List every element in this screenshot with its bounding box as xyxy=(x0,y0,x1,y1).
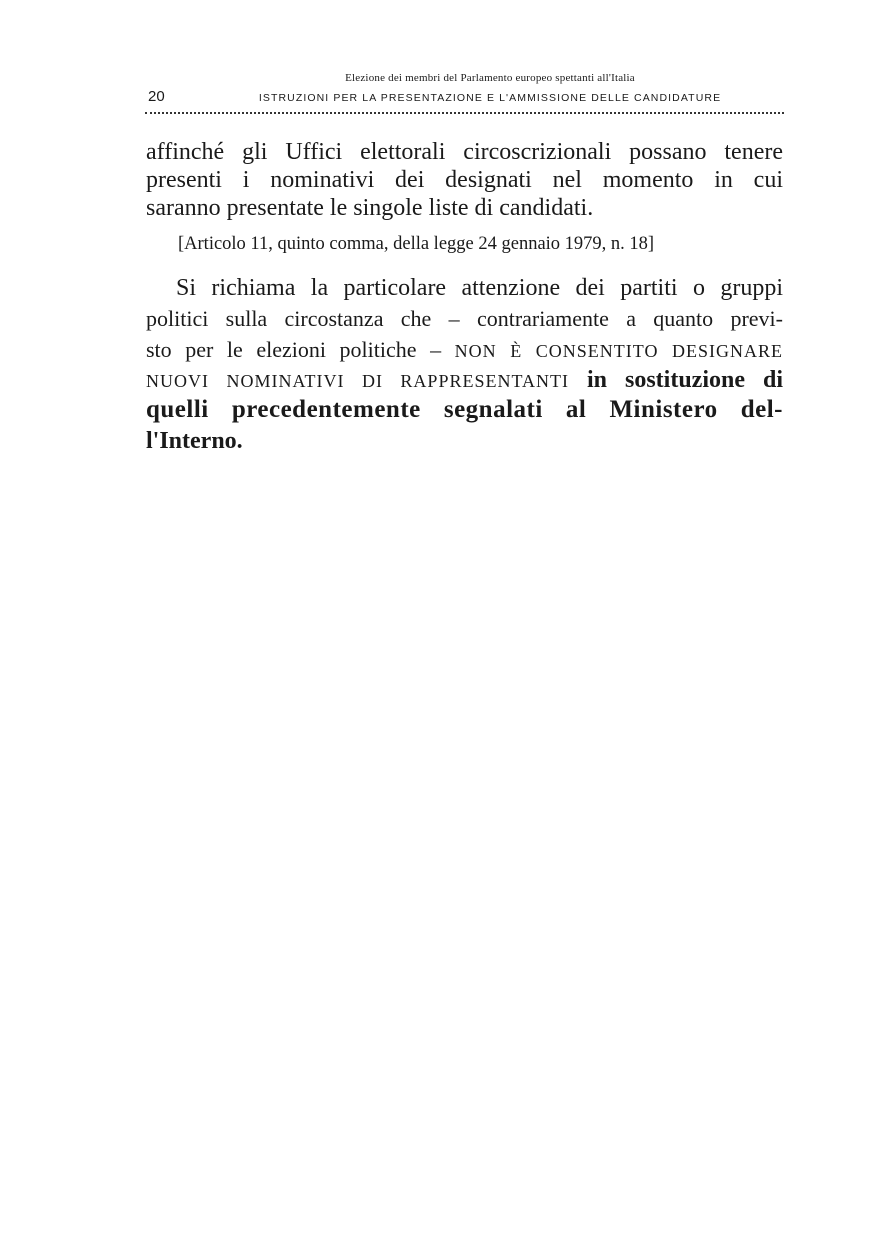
paragraph-line: l'Interno. xyxy=(146,428,243,454)
emphasis-smallcaps: NUOVI NOMINATIVI DI RAPPRESENTANTI xyxy=(146,371,569,391)
paragraph-line: saranno presentate le singole liste di candidati. xyxy=(146,195,594,221)
section-title: ISTRUZIONI PER LA PRESENTAZIONE E L'AMMISSIONE DELLE CANDIDATURE xyxy=(258,92,722,104)
paragraph-line: Si richiama la particolare attenzione dei partiti o gruppi xyxy=(176,275,783,301)
page-number: 20 xyxy=(148,88,165,105)
legal-citation: [Articolo 11, quinto comma, della legge 24 gennaio 1979, n. 18] xyxy=(178,234,655,254)
paragraph-line: affinché gli Uffici elettorali circoscrizionali possano tenere xyxy=(146,139,783,165)
text-run: sto per le elezioni politiche – xyxy=(146,337,442,362)
paragraph-line: politici sulla circostanza che – contrariamente a quanto previ- xyxy=(146,306,783,331)
header-rule xyxy=(145,112,784,114)
bold-text: in sostituzione di xyxy=(587,367,784,393)
paragraph-line xyxy=(146,366,783,395)
emphasis-smallcaps: NON È CONSENTITO DESIGNARE xyxy=(454,341,784,361)
paragraph-line: quelli precedentemente segnalati al Ministero del- xyxy=(146,396,783,423)
running-title: Elezione dei membri del Parlamento europeo spettanti all'Italia xyxy=(345,72,635,84)
paragraph-line: presenti i nominativi dei designati nel momento in cui xyxy=(146,167,783,193)
paragraph-line xyxy=(146,336,783,365)
